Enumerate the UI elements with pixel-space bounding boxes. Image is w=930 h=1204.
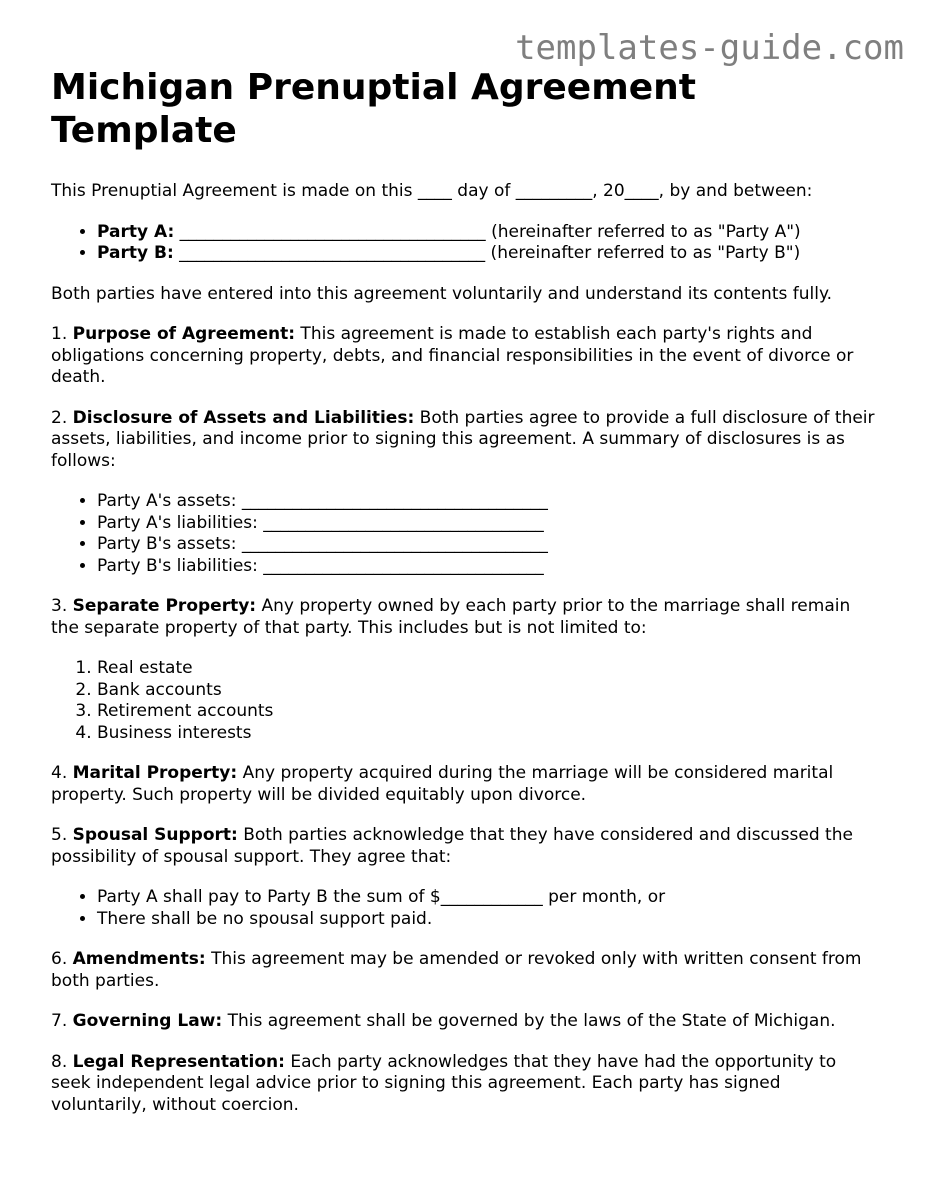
section-heading: Amendments: [72, 949, 206, 969]
section-heading: Marital Property: [72, 763, 238, 783]
list-item: 2. Bank accounts [97, 680, 881, 702]
section-spousal-support [51, 825, 881, 868]
section-legal-representation [51, 1052, 881, 1117]
list-item: • Party B's liabilities: _________________________________ [97, 556, 881, 578]
section-heading: Governing Law: [72, 1011, 223, 1031]
party-b-label: Party B: [97, 243, 174, 263]
section-heading: Separate Property: [72, 596, 257, 616]
section-heading: Legal Representation: [72, 1051, 285, 1072]
section-text: Both parties agree to provide a full disclosure of their assets, liabilities, and income prior to signing this agreement. A summary of disclosures is as follows: [51, 407, 875, 471]
section-text: Any property owned by each party prior to the marriage shall remain the separate property of that party. This includes but is not limited to: [51, 596, 851, 638]
document-body [51, 66, 881, 1116]
intro-paragraph: This Prenuptial Agreement is made on this ____ day of _________, 20____, by and between: [51, 181, 813, 201]
party-b-text: ____________________________________ (hereinafter referred to as "Party B") [173, 243, 801, 263]
section-text: Both parties acknowledge that they have considered and discussed the possibility of spousal support. They agree that: [51, 825, 853, 867]
section-disclosure [51, 408, 881, 473]
list-item: 3. Retirement accounts [97, 701, 881, 723]
list-item: • Party A shall pay to Party B the sum of $____________ per month, or [97, 887, 881, 909]
section-number: 2. [51, 407, 73, 428]
party-a-item [97, 222, 881, 244]
section-number: 7. [51, 1011, 73, 1031]
section-heading: Spousal Support: [72, 825, 238, 845]
party-a-label: Party A: [97, 221, 175, 242]
list-item: • Party A's assets: ____________________________________ [97, 491, 881, 513]
separate-property-list [51, 658, 881, 744]
voluntary-paragraph: Both parties have entered into this agreement voluntarily and understand its contents fully. [51, 283, 832, 304]
party-b-item [97, 243, 881, 265]
section-number: 4. [51, 763, 73, 783]
section-text: Any property acquired during the marriage will be considered marital property. Such property will be divided equitably upon divorce. [51, 763, 834, 805]
section-number: 1. [51, 324, 73, 344]
disclosures-list [51, 491, 881, 577]
section-number: 6. [51, 949, 73, 969]
section-marital-property [51, 763, 881, 806]
list-item: • There shall be no spousal support paid. [97, 909, 881, 931]
section-text: Each party acknowledges that they have had the opportunity to seek independent legal advice prior to signing this agreement. Each party has signed voluntarily, without coercion. [51, 1051, 837, 1115]
section-heading: Disclosure of Assets and Liabilities: [72, 407, 415, 428]
list-item: 1. Real estate [97, 658, 881, 680]
watermark-logo: templates-guide.com [515, 28, 904, 68]
party-a-text: ____________________________________ (hereinafter referred to as "Party A") [174, 221, 801, 242]
document-title: Michigan Prenuptial Agreement Template [51, 67, 696, 151]
section-purpose [51, 324, 881, 389]
section-number: 8. [51, 1051, 73, 1072]
section-separate-property [51, 596, 881, 639]
section-heading: Purpose of Agreement: [72, 324, 296, 344]
spousal-support-list [51, 887, 881, 930]
section-governing-law [51, 1011, 881, 1033]
section-text: This agreement shall be governed by the laws of the State of Michigan. [222, 1011, 836, 1031]
section-text: This agreement is made to establish each party's rights and obligations concerning property, debts, and financial responsibilities in the event of divorce or death. [51, 324, 854, 387]
parties-list [51, 222, 881, 265]
list-item: • Party B's assets: ____________________________________ [97, 534, 881, 556]
list-item: 4. Business interests [97, 723, 881, 745]
section-number: 3. [51, 596, 73, 616]
list-item: • Party A's liabilities: _________________________________ [97, 513, 881, 535]
section-amendments [51, 949, 881, 992]
section-text: This agreement may be amended or revoked only with written consent from both parties. [51, 949, 862, 991]
section-number: 5. [51, 825, 73, 845]
